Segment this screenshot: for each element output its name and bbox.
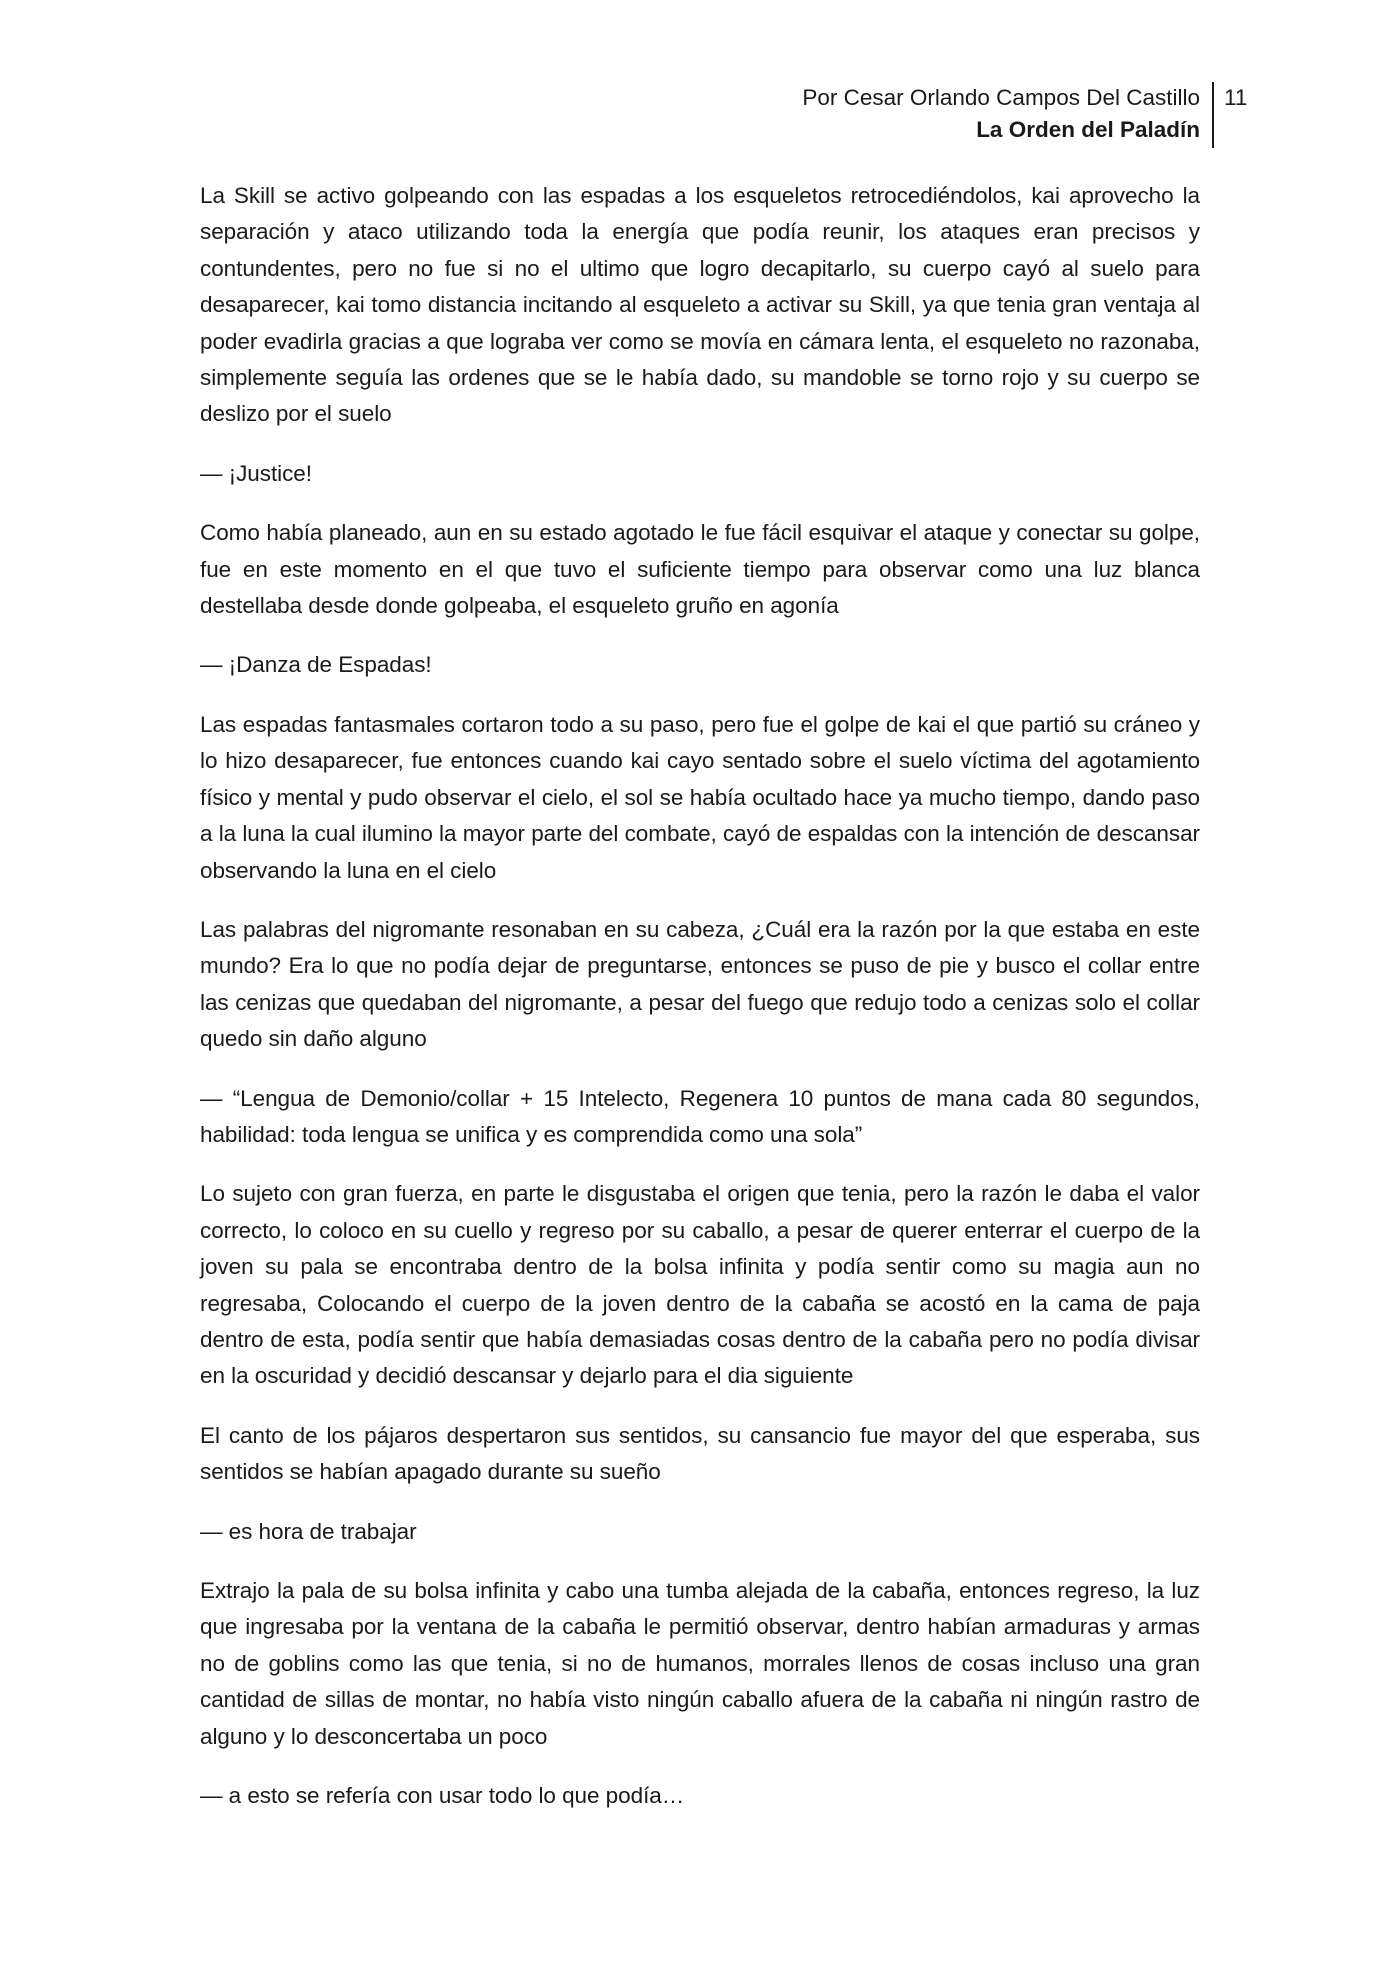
paragraph: Como había planeado, aun en su estado agotado le fue fácil esquivar el ataque y conectar su golpe, fue en este momento en el que tuvo el suficiente tiempo para observar como una luz blanca destellaba desde donde golpeaba, el esqueleto gruño en agonía	[200, 520, 1200, 619]
header-divider	[1212, 82, 1214, 148]
dialogue-line: — “Lengua de Demonio/collar + 15 Intelecto, Regenera 10 puntos de mana cada 80 segundos, habilidad: toda lengua se unifica y es comprendida como una sola”	[200, 1085, 1200, 1147]
paragraph: El canto de los pájaros despertaron sus sentidos, su cansancio fue mayor del que esperaba, sus sentidos se habían apagado durante su sueño	[200, 1422, 1200, 1485]
paragraph: Las espadas fantasmales cortaron todo a su paso, pero fue el golpe de kai el que partió su cráneo y lo hizo desaparecer, fue entonces cuando kai cayo sentado sobre el suelo víctima del agotamiento físico y mental y pudo observar el cielo, el sol se había ocultado hace ya mucho tiempo, dando paso a la luna la cual ilumino la mayor parte del combate, cayó de espaldas con la intención de descansar observando la luna en el cielo	[200, 711, 1200, 883]
dialogue-line: — ¡Danza de Espadas!	[200, 652, 432, 678]
header-text-block	[640, 82, 1200, 146]
paragraph: Extrajo la pala de su bolsa infinita y cabo una tumba alejada de la cabaña, entonces regreso, la luz que ingresaba por la ventana de la cabaña le permitió observar, dentro habían armaduras y armas no de goblins como las que tenia, si no de humanos, morrales llenos de cosas incluso una gran cantidad de sillas de montar, no había visto ningún caballo afuera de la cabaña ni ningún rastro de alguno y lo desconcertaba un poco	[200, 1578, 1200, 1749]
header-author: Por Cesar Orlando Campos Del Castillo	[802, 85, 1200, 110]
paragraph: Lo sujeto con gran fuerza, en parte le disgustaba el origen que tenia, pero la razón le daba el valor correcto, lo coloco en su cuello y regreso por su caballo, a pesar de querer enterrar el cuerpo de la joven su pala se encontraba dentro de la bolsa infinita y podía sentir como su magia aun no regresaba, Colocando el cuerpo de la joven dentro de la cabaña se acostó en la cama de paja dentro de esta, podía sentir que había demasiadas cosas dentro de la cabaña pero no podía divisar en la oscuridad y decidió descansar y dejarlo para el dia siguiente	[200, 1181, 1200, 1389]
header-book-title: La Orden del Paladín	[976, 117, 1200, 142]
paragraph: La Skill se activo golpeando con las espadas a los esqueletos retrocediéndolos, kai aprovecho la separación y ataco utilizando toda la energía que podía reunir, los ataques eran precisos y contundentes, pero no fue si no el ultimo que logro decapitarlo, su cuerpo cayó al suelo para desaparecer, kai tomo distancia incitando al esqueleto a activar su Skill, ya que tenia gran ventaja al poder evadirla gracias a que lograba ver como se movía en cámara lenta, el esqueleto no razonaba, simplemente seguía las ordenes que se le había dado, su mandoble se torno rojo y su cuerpo se deslizo por el suelo	[200, 183, 1200, 427]
page-number: 11	[1224, 85, 1248, 110]
dialogue-line: — ¡Justice!	[200, 460, 312, 486]
page-header	[600, 82, 1200, 148]
dialogue-line: — es hora de trabajar	[200, 1518, 417, 1544]
page-body	[200, 178, 1200, 1837]
paragraph: Las palabras del nigromante resonaban en su cabeza, ¿Cuál era la razón por la que estaba en este mundo? Era lo que no podía dejar de preguntarse, entonces se puso de pie y busco el collar entre las cenizas que quedaban del nigromante, a pesar del fuego que redujo todo a cenizas solo el collar quedo sin daño alguno	[200, 916, 1200, 1052]
dialogue-line: — a esto se refería con usar todo lo que podía…	[200, 1783, 685, 1809]
